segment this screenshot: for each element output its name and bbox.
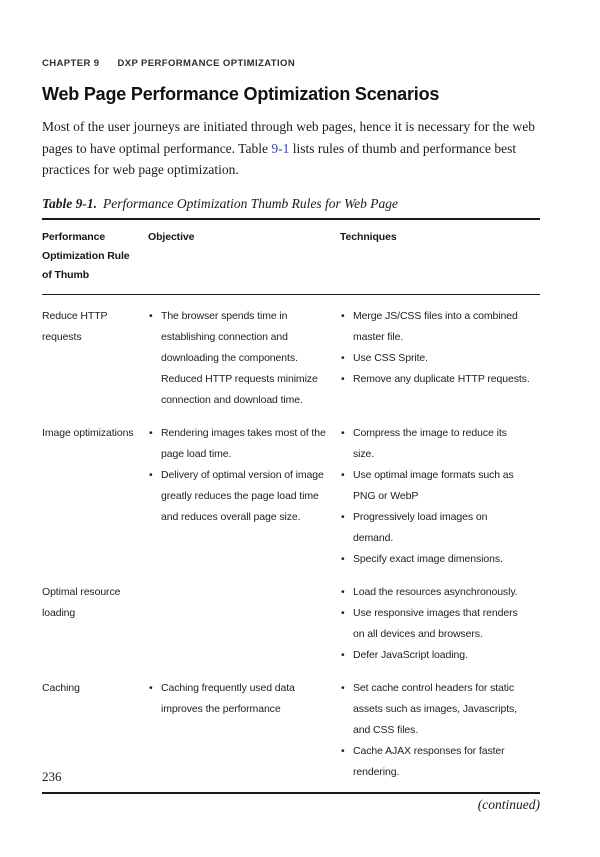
running-head — [42, 58, 540, 69]
intro-text-after: lists rules of thumb and performance best practices for web page optimization. — [42, 140, 517, 177]
bullet-item: • Progressively load images on demand. — [340, 507, 530, 549]
table-body — [42, 294, 540, 793]
bullet-item: • Remove any duplicate HTTP requests. — [340, 369, 530, 390]
objective-list — [148, 306, 330, 411]
bullet-item: • Caching frequently used data improves the performance — [148, 678, 330, 720]
objective-cell — [148, 667, 340, 793]
objective-list — [148, 678, 330, 720]
table-row — [42, 667, 540, 793]
bullet-item: • The browser spends time in establishing connection and downloading the components. Reduced HTTP requests minimize connection and download time. — [148, 306, 330, 411]
rule-cell: Image optimizations — [42, 426, 134, 439]
bullet-item: • Rendering images takes most of the page load time. — [148, 423, 330, 465]
running-head-section: DXP PERFORMANCE OPTIMIZATION — [117, 58, 296, 69]
table-9-1-link[interactable]: 9-1 — [271, 140, 290, 156]
table-row — [42, 571, 540, 667]
techniques-list — [340, 423, 530, 570]
bullet-item: • Cache AJAX responses for faster rendering. — [340, 741, 530, 783]
bullet-item: • Specify exact image dimensions. — [340, 549, 530, 570]
page-content — [42, 58, 540, 813]
bullet-item: • Set cache control headers for static assets such as images, Javascripts, and CSS files. — [340, 678, 530, 741]
table-caption-label: Table 9-1. — [42, 195, 97, 211]
table-header-row — [42, 219, 540, 295]
techniques-cell — [340, 571, 540, 667]
page-number: 236 — [42, 769, 62, 784]
rule-cell: Reduce HTTP requests — [42, 309, 108, 343]
objective-cell — [148, 294, 340, 412]
rule-cell: Caching — [42, 681, 80, 694]
bullet-item: • Use optimal image formats such as PNG or WebP — [340, 465, 530, 507]
intro-paragraph — [42, 116, 544, 181]
column-header-rule: Performance Optimization Rule of Thumb — [42, 219, 148, 295]
bullet-item: • Load the resources asynchronously. — [340, 582, 530, 603]
rules-table — [42, 218, 540, 794]
section-heading: Web Page Performance Optimization Scenarios — [42, 84, 440, 104]
table-header — [42, 219, 540, 295]
techniques-cell — [340, 667, 540, 793]
objective-list — [148, 423, 330, 528]
table-caption-text: Performance Optimization Thumb Rules for Web Page — [103, 195, 398, 211]
objective-cell — [148, 412, 340, 571]
techniques-list — [340, 306, 530, 390]
column-header-techniques: Techniques — [340, 219, 540, 295]
bullet-item: • Compress the image to reduce its size. — [340, 423, 530, 465]
bullet-item: • Use CSS Sprite. — [340, 348, 530, 369]
bullet-item: • Use responsive images that renders on all devices and browsers. — [340, 603, 530, 645]
bullet-item: • Defer JavaScript loading. — [340, 645, 530, 666]
bullet-item: • Merge JS/CSS files into a combined master file. — [340, 306, 530, 348]
table-caption — [42, 196, 540, 212]
table-row — [42, 412, 540, 571]
objective-cell — [148, 571, 340, 667]
techniques-cell — [340, 294, 540, 412]
bullet-item: • Delivery of optimal version of image greatly reduces the page load time and reduces overall page size. — [148, 465, 330, 528]
techniques-list — [340, 582, 530, 666]
techniques-cell — [340, 412, 540, 571]
table-continued-note: (continued) — [477, 796, 540, 812]
rule-cell: Optimal resource loading — [42, 585, 121, 619]
column-header-objective: Objective — [148, 219, 340, 295]
intro-text-before: Most of the user journeys are initiated through web pages, hence it is necessary for the web pages to have optimal performance. Table — [42, 119, 535, 156]
table-row — [42, 294, 540, 412]
running-head-chapter: CHAPTER 9 — [42, 58, 100, 69]
techniques-list — [340, 678, 530, 783]
